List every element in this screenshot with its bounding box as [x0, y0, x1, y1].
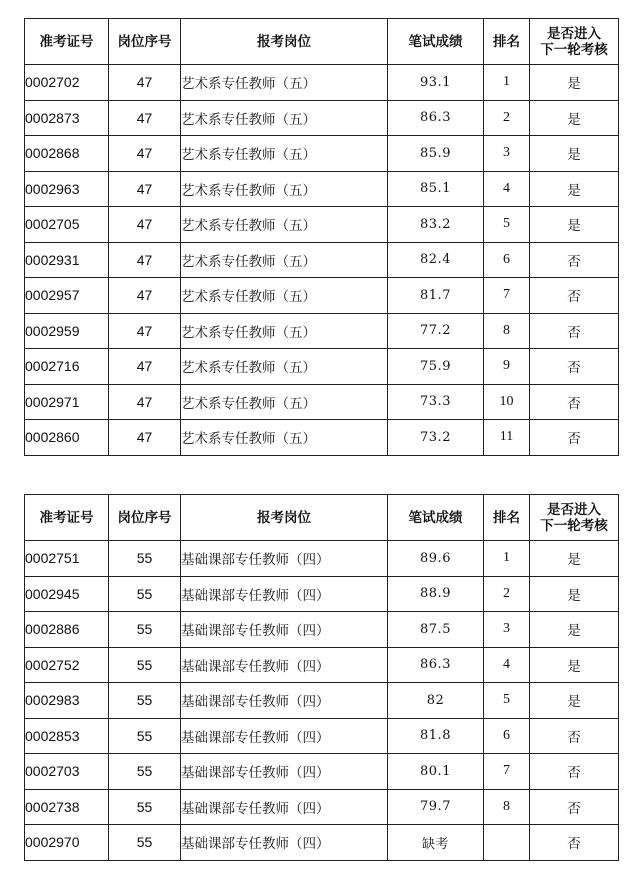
- header-job: 报考岗位: [181, 495, 388, 541]
- header-score: 笔试成绩: [388, 495, 484, 541]
- cell-exam-id: 0002886: [25, 612, 109, 648]
- table-row: [25, 278, 619, 314]
- cell-written-score: 82.4: [388, 242, 484, 278]
- cell-position-name: 基础课部专任教师（四）: [181, 541, 388, 577]
- cell-exam-id: 0002752: [25, 647, 109, 683]
- cell-exam-id: 0002705: [25, 207, 109, 243]
- cell-position-number: 55: [109, 718, 181, 754]
- cell-advance: 否: [530, 313, 619, 349]
- cell-position-number: 55: [109, 754, 181, 790]
- cell-rank: 7: [484, 754, 530, 790]
- cell-advance: 是: [530, 612, 619, 648]
- cell-written-score: 73.3: [388, 384, 484, 420]
- cell-position-name: 艺术系专任教师（五）: [181, 384, 388, 420]
- cell-position-number: 47: [109, 242, 181, 278]
- cell-advance: 是: [530, 171, 619, 207]
- cell-written-score: 93.1: [388, 65, 484, 101]
- cell-rank: 5: [484, 683, 530, 719]
- table-row: [25, 136, 619, 172]
- cell-position-name: 艺术系专任教师（五）: [181, 207, 388, 243]
- cell-advance: 是: [530, 541, 619, 577]
- cell-written-score: 86.3: [388, 647, 484, 683]
- cell-position-name: 基础课部专任教师（四）: [181, 718, 388, 754]
- cell-position-name: 艺术系专任教师（五）: [181, 171, 388, 207]
- cell-advance: 是: [530, 647, 619, 683]
- cell-advance: 否: [530, 789, 619, 825]
- cell-advance: 是: [530, 136, 619, 172]
- cell-position-name: 基础课部专任教师（四）: [181, 683, 388, 719]
- cell-exam-id: 0002945: [25, 576, 109, 612]
- cell-rank: 11: [484, 420, 530, 456]
- cell-position-number: 47: [109, 384, 181, 420]
- cell-rank: 3: [484, 612, 530, 648]
- header-pass-line1: 是否进入: [547, 501, 601, 518]
- cell-advance: 否: [530, 349, 619, 385]
- cell-exam-id: 0002738: [25, 789, 109, 825]
- cell-advance: 否: [530, 754, 619, 790]
- cell-rank: 9: [484, 349, 530, 385]
- cell-position-number: 55: [109, 647, 181, 683]
- cell-written-score: 87.5: [388, 612, 484, 648]
- cell-position-name: 艺术系专任教师（五）: [181, 278, 388, 314]
- cell-exam-id: 0002971: [25, 384, 109, 420]
- cell-advance: 是: [530, 683, 619, 719]
- cell-position-name: 艺术系专任教师（五）: [181, 100, 388, 136]
- table-row: [25, 754, 619, 790]
- cell-rank: 1: [484, 541, 530, 577]
- cell-position-number: 55: [109, 683, 181, 719]
- cell-position-name: 基础课部专任教师（四）: [181, 612, 388, 648]
- header-rank: 排名: [484, 495, 530, 541]
- cell-advance: 否: [530, 384, 619, 420]
- cell-position-name: 艺术系专任教师（五）: [181, 420, 388, 456]
- cell-written-score: 缺考: [388, 825, 484, 861]
- cell-exam-id: 0002931: [25, 242, 109, 278]
- table-row: [25, 207, 619, 243]
- cell-position-name: 艺术系专任教师（五）: [181, 136, 388, 172]
- cell-written-score: 81.8: [388, 718, 484, 754]
- cell-exam-id: 0002853: [25, 718, 109, 754]
- cell-advance: 是: [530, 65, 619, 101]
- cell-exam-id: 0002970: [25, 825, 109, 861]
- cell-exam-id: 0002860: [25, 420, 109, 456]
- score-table-basic: [24, 494, 619, 861]
- cell-rank: [484, 825, 530, 861]
- cell-written-score: 75.9: [388, 349, 484, 385]
- table-row: [25, 647, 619, 683]
- table-row: [25, 171, 619, 207]
- header-row: [25, 495, 619, 541]
- header-id: 准考证号: [25, 495, 109, 541]
- table-row: [25, 612, 619, 648]
- cell-rank: 10: [484, 384, 530, 420]
- cell-position-name: 艺术系专任教师（五）: [181, 313, 388, 349]
- cell-position-number: 47: [109, 207, 181, 243]
- cell-rank: 4: [484, 647, 530, 683]
- cell-advance: 否: [530, 242, 619, 278]
- cell-position-name: 基础课部专任教师（四）: [181, 825, 388, 861]
- cell-position-name: 艺术系专任教师（五）: [181, 242, 388, 278]
- header-rank: 排名: [484, 19, 530, 65]
- header-row: [25, 19, 619, 65]
- cell-rank: 4: [484, 171, 530, 207]
- header-pass: [530, 495, 619, 541]
- table-row: [25, 683, 619, 719]
- cell-position-number: 55: [109, 576, 181, 612]
- cell-position-number: 55: [109, 825, 181, 861]
- cell-position-number: 47: [109, 313, 181, 349]
- cell-rank: 8: [484, 789, 530, 825]
- cell-position-name: 艺术系专任教师（五）: [181, 65, 388, 101]
- cell-position-name: 基础课部专任教师（四）: [181, 789, 388, 825]
- cell-position-name: 艺术系专任教师（五）: [181, 349, 388, 385]
- cell-written-score: 81.7: [388, 278, 484, 314]
- header-pass-line1: 是否进入: [547, 25, 601, 42]
- table-row: [25, 718, 619, 754]
- cell-written-score: 89.6: [388, 541, 484, 577]
- cell-rank: 3: [484, 136, 530, 172]
- header-pass-line2: 下一轮考核: [540, 517, 608, 534]
- cell-written-score: 80.1: [388, 754, 484, 790]
- cell-exam-id: 0002963: [25, 171, 109, 207]
- cell-written-score: 88.9: [388, 576, 484, 612]
- table-row: [25, 242, 619, 278]
- cell-rank: 2: [484, 100, 530, 136]
- cell-position-number: 47: [109, 420, 181, 456]
- header-pos: 岗位序号: [109, 19, 181, 65]
- cell-written-score: 83.2: [388, 207, 484, 243]
- cell-exam-id: 0002703: [25, 754, 109, 790]
- cell-position-number: 55: [109, 541, 181, 577]
- table-row: [25, 825, 619, 861]
- cell-exam-id: 0002751: [25, 541, 109, 577]
- table-row: [25, 576, 619, 612]
- cell-position-number: 55: [109, 789, 181, 825]
- cell-exam-id: 0002716: [25, 349, 109, 385]
- table-body-basic: [25, 541, 619, 861]
- cell-position-number: 55: [109, 612, 181, 648]
- table-row: [25, 65, 619, 101]
- cell-position-number: 47: [109, 65, 181, 101]
- cell-position-number: 47: [109, 349, 181, 385]
- cell-exam-id: 0002959: [25, 313, 109, 349]
- score-table-art: [24, 18, 619, 456]
- cell-exam-id: 0002868: [25, 136, 109, 172]
- table-body-art: [25, 65, 619, 456]
- cell-rank: 8: [484, 313, 530, 349]
- cell-advance: 否: [530, 278, 619, 314]
- cell-rank: 6: [484, 242, 530, 278]
- table-row: [25, 313, 619, 349]
- table-row: [25, 789, 619, 825]
- cell-rank: 5: [484, 207, 530, 243]
- cell-advance: 否: [530, 420, 619, 456]
- header-job: 报考岗位: [181, 19, 388, 65]
- cell-written-score: 85.1: [388, 171, 484, 207]
- cell-position-number: 47: [109, 100, 181, 136]
- header-pass-line2: 下一轮考核: [540, 41, 608, 58]
- table-row: [25, 420, 619, 456]
- cell-advance: 否: [530, 825, 619, 861]
- cell-written-score: 73.2: [388, 420, 484, 456]
- cell-position-number: 47: [109, 136, 181, 172]
- cell-position-name: 基础课部专任教师（四）: [181, 754, 388, 790]
- table-row: [25, 100, 619, 136]
- cell-exam-id: 0002983: [25, 683, 109, 719]
- header-score: 笔试成绩: [388, 19, 484, 65]
- cell-position-name: 基础课部专任教师（四）: [181, 576, 388, 612]
- header-id: 准考证号: [25, 19, 109, 65]
- cell-exam-id: 0002873: [25, 100, 109, 136]
- table-row: [25, 541, 619, 577]
- cell-advance: 是: [530, 100, 619, 136]
- cell-exam-id: 0002957: [25, 278, 109, 314]
- cell-written-score: 85.9: [388, 136, 484, 172]
- cell-rank: 1: [484, 65, 530, 101]
- cell-rank: 2: [484, 576, 530, 612]
- cell-rank: 7: [484, 278, 530, 314]
- table-row: [25, 349, 619, 385]
- table-row: [25, 384, 619, 420]
- cell-written-score: 82: [388, 683, 484, 719]
- cell-exam-id: 0002702: [25, 65, 109, 101]
- header-pass: [530, 19, 619, 65]
- cell-written-score: 77.2: [388, 313, 484, 349]
- cell-written-score: 86.3: [388, 100, 484, 136]
- header-pos: 岗位序号: [109, 495, 181, 541]
- cell-position-name: 基础课部专任教师（四）: [181, 647, 388, 683]
- cell-position-number: 47: [109, 171, 181, 207]
- cell-advance: 是: [530, 207, 619, 243]
- cell-advance: 否: [530, 718, 619, 754]
- cell-advance: 是: [530, 576, 619, 612]
- cell-rank: 6: [484, 718, 530, 754]
- cell-written-score: 79.7: [388, 789, 484, 825]
- cell-position-number: 47: [109, 278, 181, 314]
